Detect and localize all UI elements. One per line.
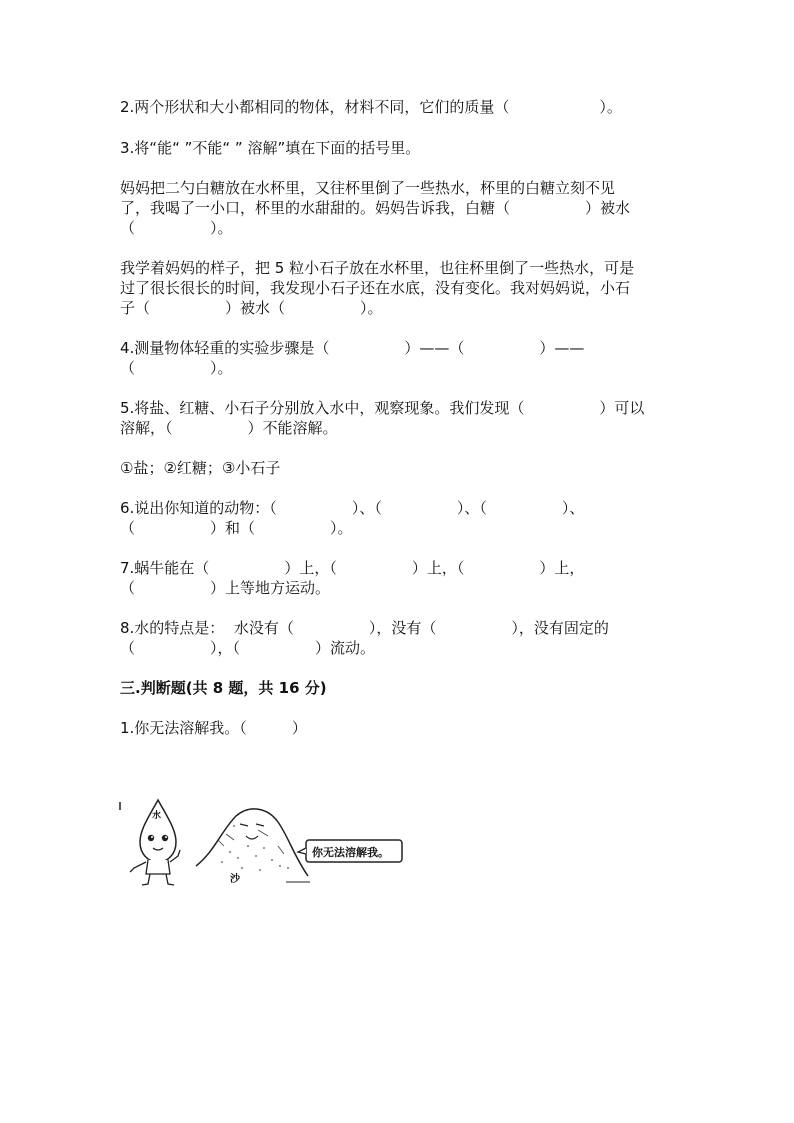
speech-bubble-text: 你无法溶解我。 bbox=[312, 846, 389, 859]
water-label: 水 bbox=[152, 811, 162, 821]
question-5-options: ①盐；②红糖；③小石子 bbox=[120, 459, 281, 477]
paragraph-1-line-3: （ ）。 bbox=[120, 219, 233, 237]
question-6-line-2: （ ）和（ ）。 bbox=[120, 519, 353, 537]
question-5-line-2: 溶解，（ ）不能溶解。 bbox=[120, 419, 338, 437]
question-2-mass: 2.两个形状和大小都相同的物体，材料不同，它们的质量（ ）。 bbox=[120, 98, 622, 116]
question-6-line-1: 6.说出你知道的动物：（ ）、（ ）、（ ）、 bbox=[120, 499, 585, 517]
judgment-question-1: 1.你无法溶解我。（ ） bbox=[120, 719, 307, 737]
question-7-line-1: 7.蜗牛能在（ ）上，（ ）上，（ ）上， bbox=[120, 559, 585, 577]
speech-bubble bbox=[298, 840, 402, 862]
paragraph-1-line-1: 妈妈把二勺白糖放在水杯里，又往杯里倒了一些热水，杯里的白糖立刻不见 bbox=[120, 179, 616, 197]
section-3-heading: 三.判断题(共 8 题，共 16 分) bbox=[120, 679, 327, 697]
question-8-line-2: （ ），（ ）流动。 bbox=[120, 639, 376, 657]
paragraph-1-line-2: 了，我喝了一小口，杯里的水甜甜的。妈妈告诉我，白糖（ ）被水 bbox=[120, 199, 631, 217]
question-5-line-1: 5.将盐、红糖、小石子分别放入水中，观察现象。我们发现（ ）可以 bbox=[120, 399, 645, 417]
paragraph-2-line-1: 我学着妈妈的样子，把 5 粒小石子放在水杯里，也往杯里倒了一些热水，可是 bbox=[120, 259, 635, 277]
sand-mound-character bbox=[196, 809, 310, 885]
water-and-sand-illustration bbox=[118, 796, 408, 888]
paragraph-2-line-2: 过了很长很长的时间，我发现小石子还在水底，没有变化。我对妈妈说，小石 bbox=[120, 279, 631, 297]
question-4-line-2: （ ）。 bbox=[120, 359, 233, 377]
question-3-instruction: 3.将“能“ ”不能“ ” 溶解”填在下面的括号里。 bbox=[120, 139, 421, 157]
question-8-line-1: 8.水的特点是： 水没有（ ），没有（ ），没有固定的 bbox=[120, 619, 609, 637]
paragraph-2-line-3: 子（ ）被水（ ）。 bbox=[120, 299, 383, 317]
question-4-line-1: 4.测量物体轻重的实验步骤是（ ）——（ ）—— bbox=[120, 339, 585, 357]
sand-label: 沙 bbox=[230, 874, 240, 885]
water-drop-character bbox=[130, 800, 180, 885]
question-7-line-2: （ ）上等地方运动。 bbox=[120, 579, 331, 597]
